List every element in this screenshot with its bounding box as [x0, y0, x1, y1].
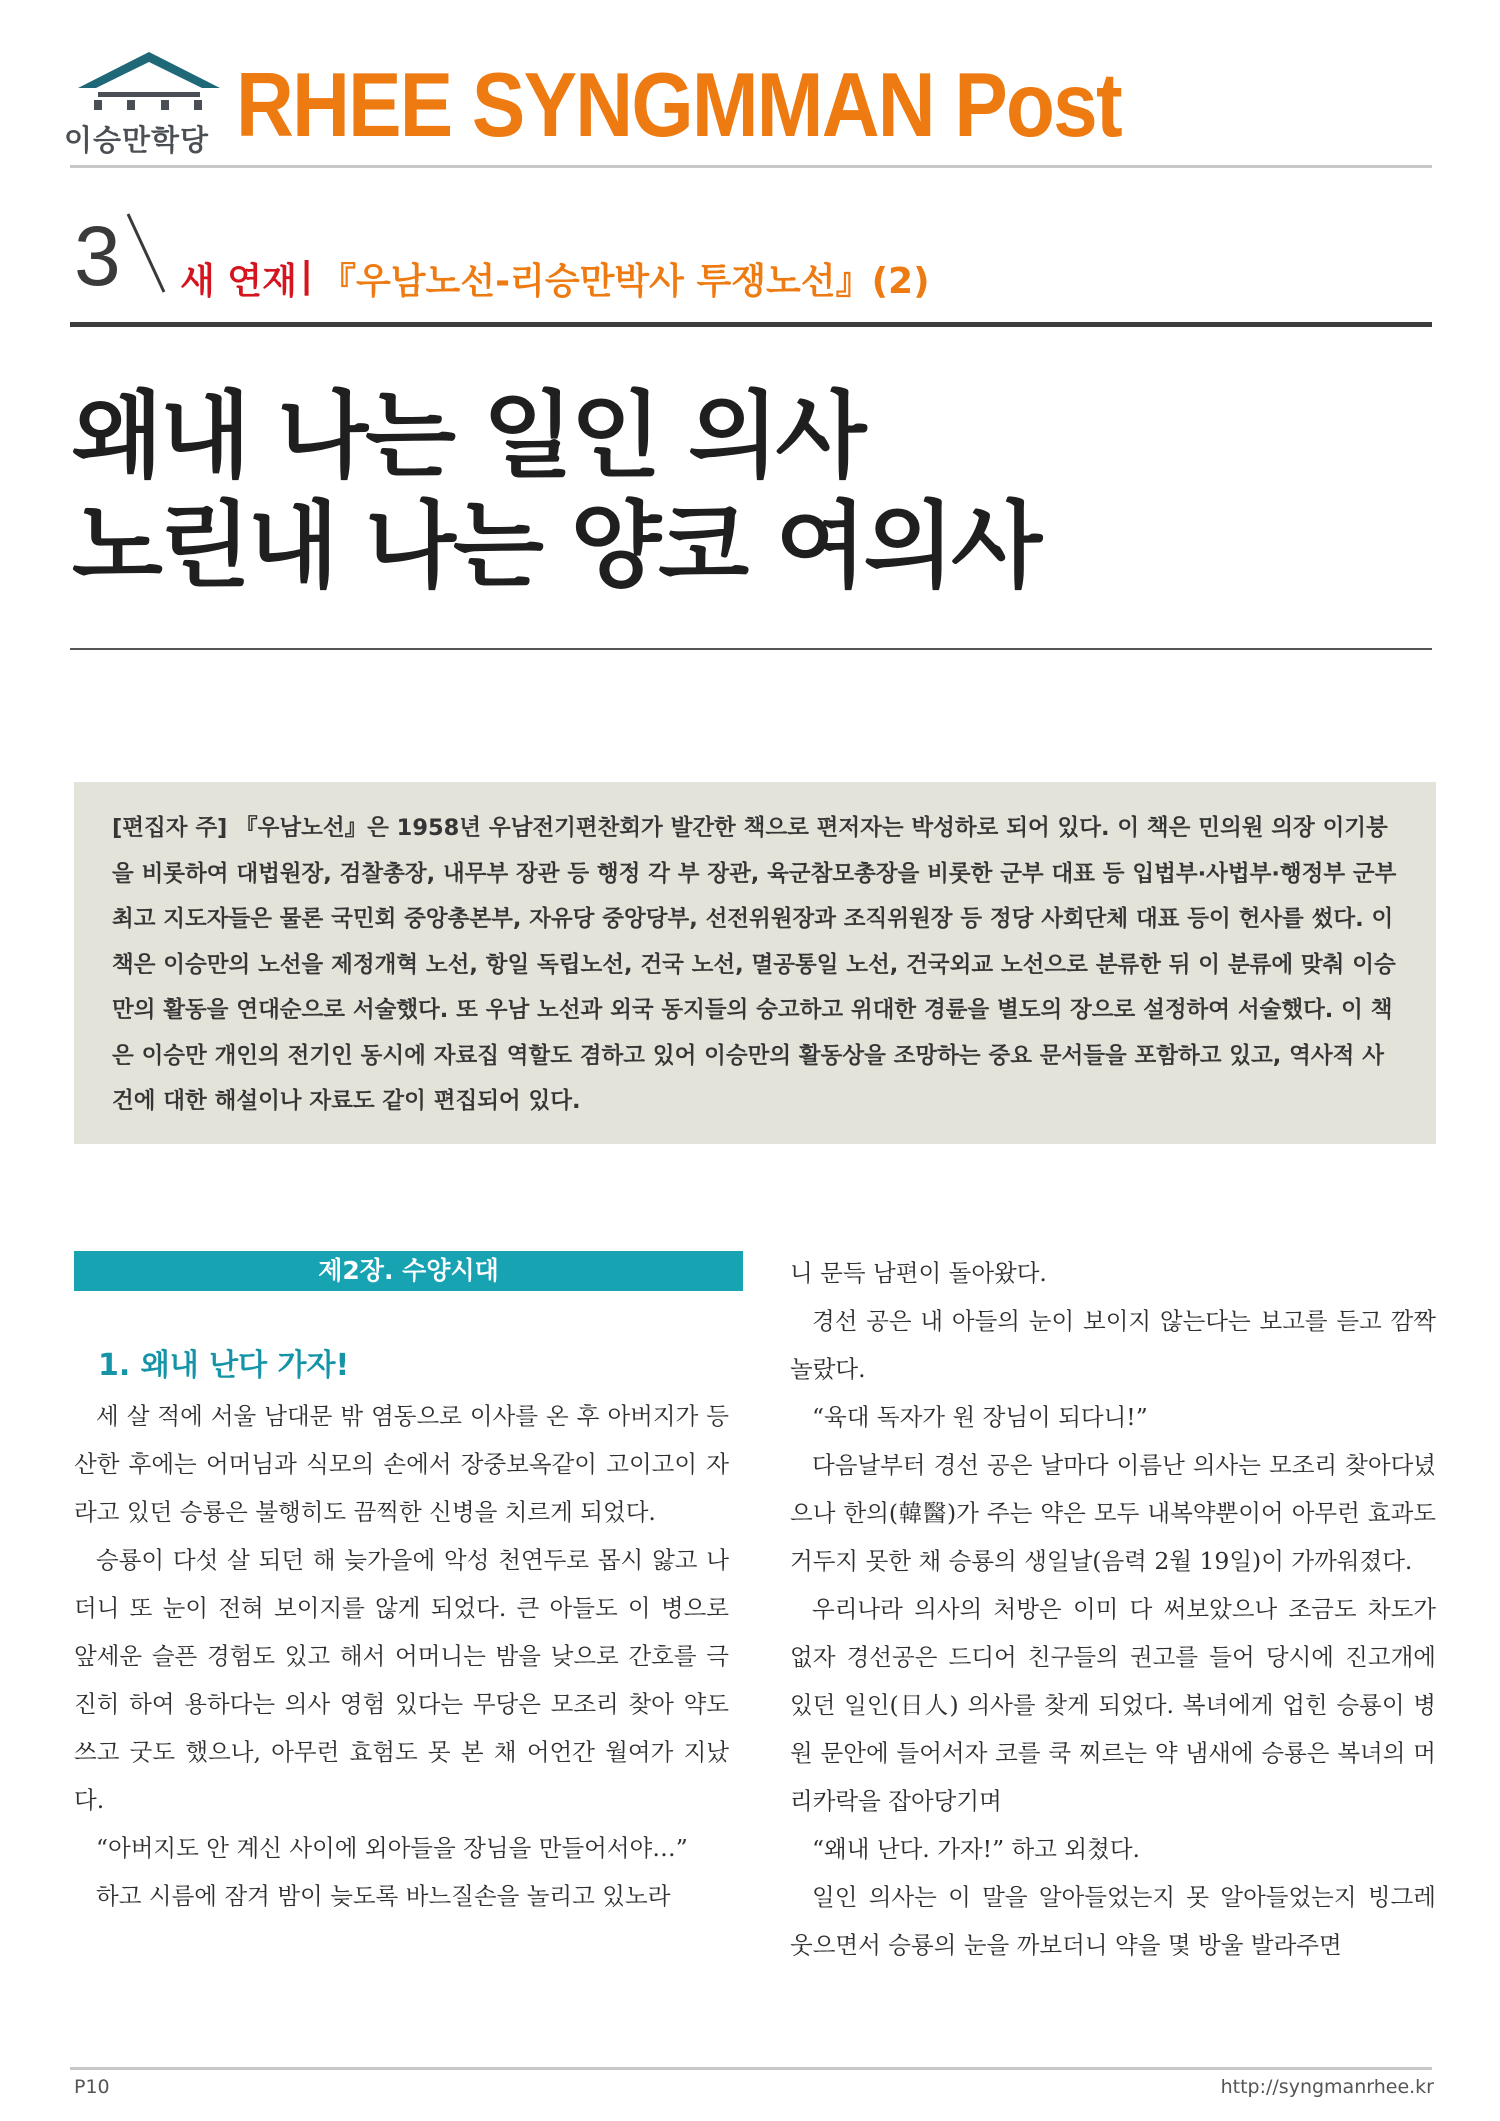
series-title: 『우남노선-리승만박사 투쟁노선』(2): [320, 261, 930, 302]
paragraph: 승룡이 다섯 살 되던 해 늦가을에 악성 천연두로 몹시 앓고 나더니 또 눈이 전혀 보이지를 않게 되었다. 큰 아들도 이 병으로 앞세운 슬픈 경험도 있고 해서 어머니는 밤을 낮으로 간호를 극진히 하여 용하다는 의사 영험 있다는 무당은 모조리 찾아 약도 쓰고 굿도 했으나, 아무런 효험도 못 본 채 어언간 월여가 지났다.: [74, 1546, 729, 1814]
headline-line-1: 왜내 나는 일인 의사: [72, 382, 864, 491]
series-label: 새 연재: [180, 261, 297, 302]
paragraph: “육대 독자가 원 장님이 되다니!”: [812, 1403, 1148, 1431]
headline-divider: [70, 648, 1432, 650]
paragraph: 다음날부터 경선 공은 날마다 이름난 의사는 모조리 찾아다녔으나 한의(韓醫)가 주는 약은 모두 내복약뿐이어 아무런 효과도 거두지 못한 채 승룡의 생일날(음력 2월 19일)이 가까워졌다.: [790, 1451, 1436, 1575]
paragraph: 경선 공은 내 아들의 눈이 보이지 않는다는 보고를 듣고 깜짝 놀랐다.: [790, 1307, 1436, 1383]
headline-line-2: 노린내 나는 양코 여의사: [72, 492, 1040, 601]
backslash-icon: [124, 208, 168, 298]
paragraph: 세 살 적에 서울 남대문 밖 염동으로 이사를 온 후 아버지가 등산한 후에는 어머님과 식모의 손에서 장중보옥같이 고이고이 자라고 있던 승룡은 불행히도 끔찍한 신병을 치르게 되었다.: [74, 1402, 729, 1526]
paragraph: “아버지도 안 계신 사이에 외아들을 장님을 만들어서야…”: [96, 1834, 688, 1862]
series-separator: |: [300, 255, 314, 296]
paragraph: 하고 시름에 잠겨 밤이 늦도록 바느질손을 놀리고 있노라: [96, 1882, 671, 1910]
paragraph: 니 문득 남편이 돌아왔다.: [790, 1259, 1047, 1287]
logo-text: 이승만학당: [64, 123, 210, 157]
paragraph: 우리나라 의사의 처방은 이미 다 써보았으나 조금도 차도가 없자 경선공은 드디어 친구들의 권고를 들어 당시에 진고개에 있던 일인(日人) 의사를 찾게 되었다. 복녀에게 업힌 승룡이 병원 문안에 들어서자 코를 쿡 찌르는 약 냄새에 승룡은 복녀의 머리카락을 잡아당기며: [790, 1595, 1436, 1815]
header-divider: [70, 165, 1432, 168]
section-heading: 1. 왜내 난다 가자!: [98, 1348, 350, 1383]
paragraph: “왜내 난다. 가자!” 하고 외쳤다.: [812, 1835, 1141, 1863]
chapter-heading: 제2장. 수양시대: [74, 1251, 743, 1291]
series-divider: [70, 322, 1432, 327]
right-column: [790, 1249, 1436, 1969]
page-number: P10: [74, 2076, 110, 2098]
left-column: [74, 1392, 729, 1920]
editor-note-text: [편집자 주] 『우남노선』은 1958년 우남전기편찬회가 발간한 책으로 편저자는 박성하로 되어 있다. 이 책은 민의원 의장 이기붕을 비롯하여 대법원장, 검찰총장, 내무부 장관 등 행정 각 부 장관, 육군참모총장을 비롯한 군부 대표 등 입법부·사법부·행정부 군부 최고 지도자들은 물론 국민회 중앙총본부, 자유당 중앙당부, 선전위원장과 조직위원장 등 정당 사회단체 대표 등이 헌사를 썼다. 이 책은 이승만의 노선을 제정개혁 노선, 항일 독립노선, 건국 노선, 멸공통일 노선, 건국외교 노선으로 분류한 뒤 이 분류에 맞춰 이승만의 활동을 연대순으로 서술했다. 또 우남 노선과 외국 동지들의 숭고하고 위대한 경륜을 별도의 장으로 설정하여 서술했다. 이 책은 이승만 개인의 전기인 동시에 자료집 역할도 겸하고 있어 이승만의 활동상을 조망하는 중요 문서들을 포함하고 있고, 역사적 사건에 대한 해설이나 자료도 같이 편집되어 있다.: [112, 815, 1397, 1114]
paragraph: 일인 의사는 이 말을 알아들었는지 못 알아들었는지 빙그레 웃으면서 승룡의 눈을 까보더니 약을 몇 방울 발라주면: [790, 1883, 1436, 1959]
footer-divider: [70, 2067, 1432, 2070]
publication-title: RHEE SYNGMMAN Post: [236, 55, 1121, 156]
website-url[interactable]: http://syngmanrhee.kr: [1220, 2076, 1434, 2098]
series-number: 3: [74, 209, 121, 303]
